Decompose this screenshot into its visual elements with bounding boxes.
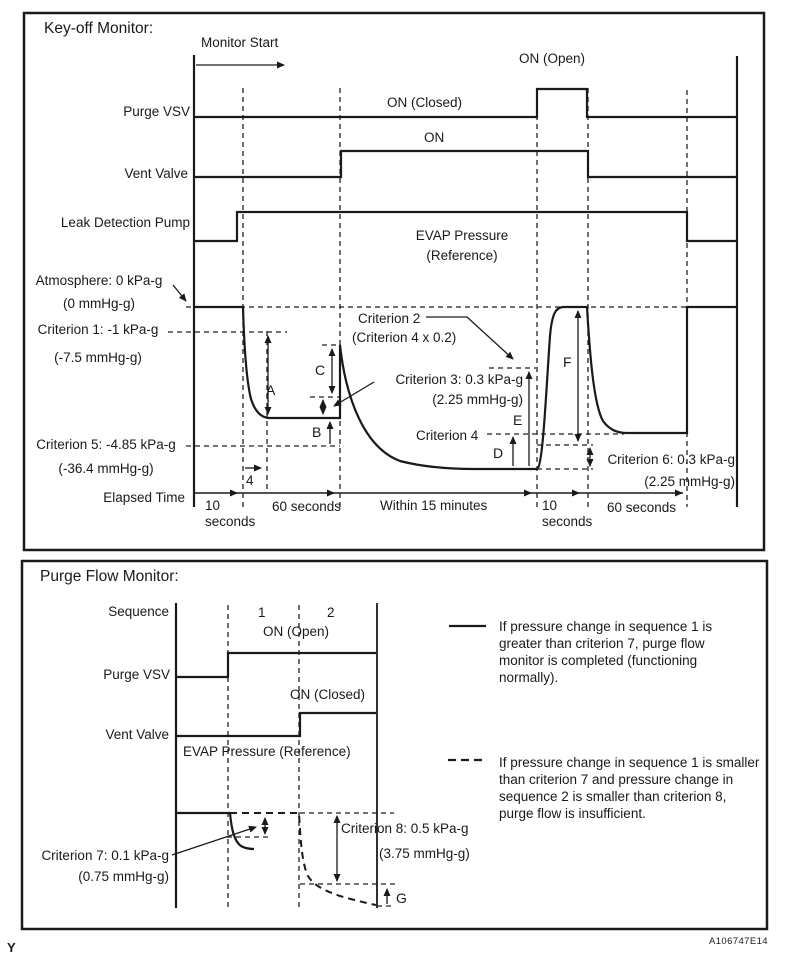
purge-on-open-label-2: ON (Open) — [263, 624, 330, 639]
atmosphere-label-line1: Atmosphere: 0 kPa-g — [35, 273, 163, 288]
footer-y-mark: Y — [7, 940, 16, 955]
monitor-start-label: Monitor Start — [201, 35, 279, 50]
marker-d: D — [493, 445, 504, 461]
legend-dashed-text: If pressure change in sequence 1 is smaller than criterion 7 and pressure change in sequence 2 is smaller than criterion 8, purge flow is insufficient. — [499, 755, 760, 821]
criterion2-label-line1: Criterion 2 — [358, 311, 421, 326]
purge-vsv-label-2: Purge VSV — [103, 667, 170, 682]
criterion1-label-line2: (-7.5 mmHg-g) — [54, 350, 142, 365]
elapsed-time-label: Elapsed Time — [103, 490, 185, 505]
sequence-1-label: 1 — [258, 605, 266, 620]
vent-valve-trace-2 — [176, 713, 376, 736]
purge-flow-title: Purge Flow Monitor: — [40, 568, 179, 585]
evap-reference-label-line1: EVAP Pressure — [415, 228, 509, 243]
criterion4-label: Criterion 4 — [416, 428, 479, 443]
criterion7-label-line2: (0.75 mmHg-g) — [78, 869, 169, 884]
criterion5-label-line1: Criterion 5: -4.85 kPa-g — [36, 437, 176, 452]
criterion2-label-line2: (Criterion 4 x 0.2) — [352, 330, 457, 345]
vent-on-closed-label: ON (Closed) — [290, 687, 366, 702]
key-off-signals — [194, 89, 737, 469]
criterion3-label-line2: (2.25 mmHg-g) — [432, 392, 523, 407]
vent-valve-label-2: Vent Valve — [105, 727, 169, 742]
sequence-2-label: 2 — [327, 605, 335, 620]
criterion1-label-line1: Criterion 1: -1 kPa-g — [37, 322, 159, 337]
purge-on-closed-label: ON (Closed) — [387, 95, 463, 110]
evap-pressure-reference-label: EVAP Pressure (Reference) — [183, 744, 351, 759]
atmosphere-label-line2: (0 mmHg-g) — [62, 296, 135, 311]
criterion8-label-line1: Criterion 8: 0.5 kPa-g — [341, 821, 469, 836]
time-segment-2: 60 seconds — [272, 499, 342, 514]
marker-b: B — [312, 424, 322, 440]
criterion8-label-line2: (3.75 mmHg-g) — [379, 846, 470, 861]
marker-a: A — [266, 382, 276, 398]
time-segment-3: Within 15 minutes — [380, 498, 488, 513]
marker-four: 4 — [246, 473, 254, 488]
footer-doc-code: A106747E14 — [709, 936, 768, 947]
purge-vsv-label: Purge VSV — [123, 104, 190, 119]
evap-reference-label-line2: (Reference) — [426, 248, 498, 263]
marker-c: C — [315, 362, 326, 378]
purge-on-open-label: ON (Open) — [519, 51, 586, 66]
vent-valve-label: Vent Valve — [124, 166, 188, 181]
criterion7-leader-arrow — [172, 827, 256, 855]
criterion6-label-line1: Criterion 6: 0.3 kPa-g — [607, 452, 735, 467]
marker-g: G — [396, 890, 407, 906]
criterion3-label-line1: Criterion 3: 0.3 kPa-g — [395, 372, 523, 387]
sequence-label: Sequence — [108, 604, 169, 619]
vent-on-label: ON — [424, 130, 445, 145]
criterion6-label-line2: (2.25 mmHg-g) — [644, 474, 735, 489]
purge-vsv-trace — [194, 89, 737, 117]
marker-e: E — [513, 412, 523, 428]
criterion7-label-line1: Criterion 7: 0.1 kPa-g — [41, 848, 169, 863]
criterion5-label-line2: (-36.4 mmHg-g) — [58, 461, 154, 476]
legend-swatches — [448, 626, 486, 760]
legend-solid-text: If pressure change in sequence 1 is greater than criterion 7, purge flow monitor is completed (functioning normally). — [499, 619, 713, 685]
time-segment-1: 10 seconds — [205, 498, 256, 529]
time-segment-5: 60 seconds — [607, 500, 677, 515]
leak-detection-pump-label: Leak Detection Pump — [60, 215, 190, 230]
time-segment-4: 10 seconds — [542, 498, 593, 529]
evap-pressure-curve — [194, 307, 737, 469]
key-off-title: Key-off Monitor: — [44, 20, 154, 37]
purge-vsv-trace-2 — [176, 653, 376, 677]
vent-valve-trace — [194, 151, 737, 177]
marker-f: F — [563, 354, 572, 370]
